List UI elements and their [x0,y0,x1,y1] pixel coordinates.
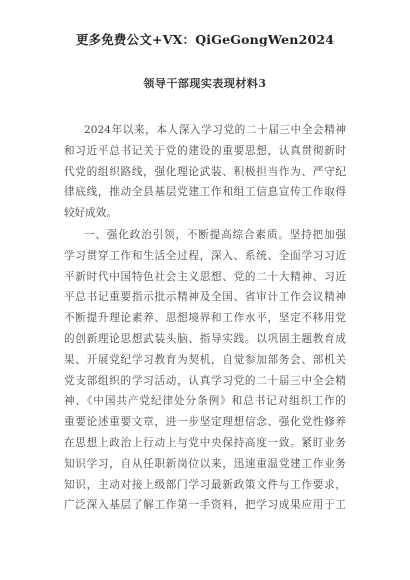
watermark-header: 更多免费公文+VX：QiGeGongWen2024 [75,32,335,47]
paragraph-line: 知识，主动对接上级部门学习最新政策文件与工作要求， [64,478,346,491]
paragraph-line: 重要论述重要文章，进一步坚定理想信念、强化党性修养 [64,416,346,429]
paragraph-line: 平总书记重要指示批示精神及全国、省审计工作会议精神 [64,291,346,304]
paragraph-line: 在思想上政治上行动上与党中央保持高度一致。紧盯业务 [64,436,346,449]
paragraph-line: 的创新理论思想武装头脑、指导实践。以巩固主题教育成 [64,332,346,345]
paragraph-line: 律底线，推动全县基层党建工作和组工信息宣传工作取得 [64,186,346,199]
paragraph-line: 代党的组织路线，强化理论武装、积极担当作为、严守纪 [64,165,346,178]
paragraph-line: 神、《中国共产党纪律处分条例》和总书记对组织工作的 [64,395,346,408]
paragraph-line: 和习近平总书记关于党的建设的重要思想，认真贯彻新时 [64,144,346,157]
paragraph-line: 一、强化政治引领，不断提高综合素质。坚持把加强 [84,228,346,241]
paragraph-line: 较好成效。 [64,207,117,220]
paragraph-line: 党支部组织的学习活动，认真学习党的二十届三中全会精 [64,374,346,387]
paragraph-line: 不断提升理论素养、思想境界和工作水平，坚定不移用党 [64,312,346,325]
paragraph-line: 果、开展党纪学习教育为契机，自觉参加部务会、部机关 [64,353,346,366]
paragraph-line: 广泛深入基层了解工作第一手资料，把学习成果应用于工 [64,499,346,512]
document-title: 领导干部现实表现材料3 [143,77,267,90]
paragraph-line: 2024年以来，本人深入学习党的二十届三中全会精神 [84,124,346,136]
paragraph-2 [64,225,346,516]
paragraph-1 [64,120,346,224]
document-body [64,120,346,516]
paragraph-line: 知识学习，自从任职新岗位以来，迅速重温党建工作业务 [64,457,346,470]
paragraph-line: 学习贯穿工作和生活全过程，深入、系统、全面学习习近 [64,249,346,262]
paragraph-line: 平新时代中国特色社会主义思想、党的二十大精神、习近 [64,270,346,283]
